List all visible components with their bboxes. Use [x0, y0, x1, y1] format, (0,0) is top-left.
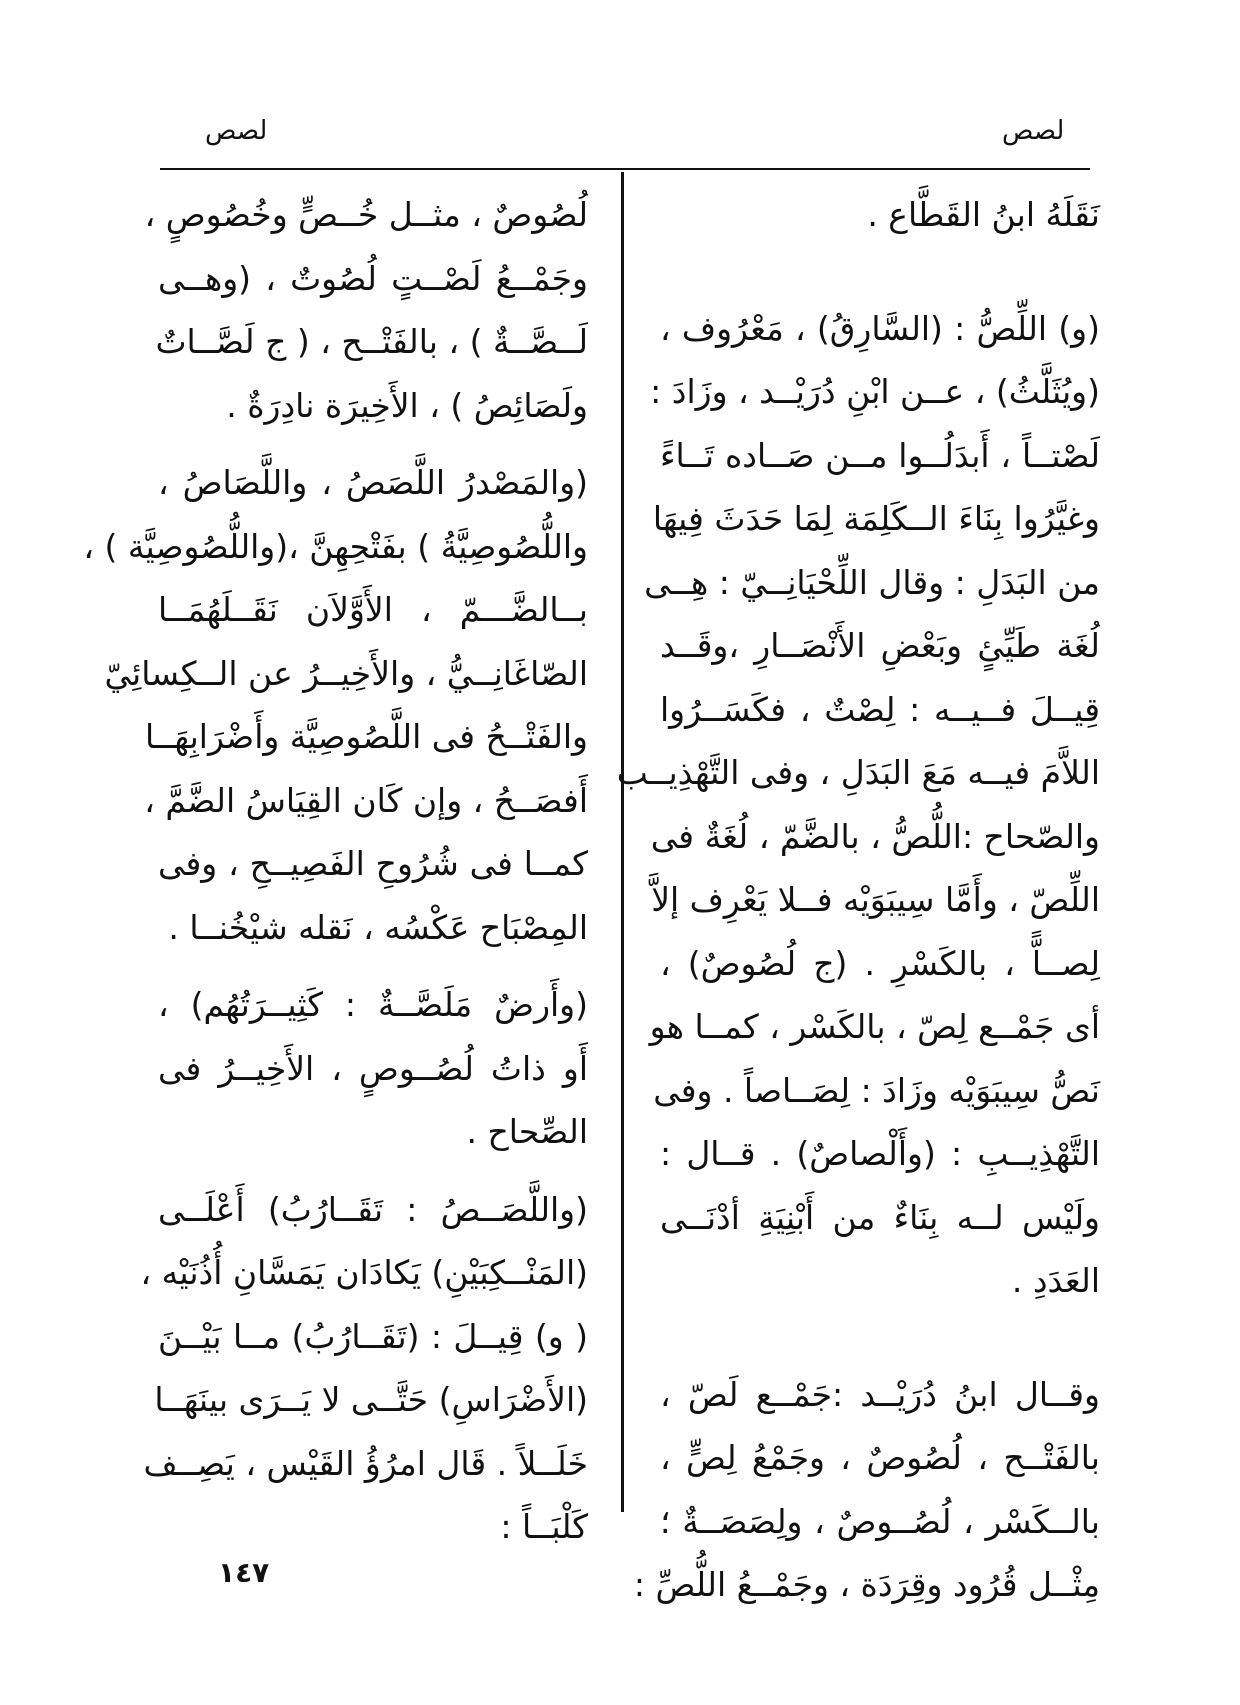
text-line: اللِّصّ ، وأَمَّا سِيبَوَيْه فــلا يَعْرِف إلاَّ — [651, 880, 1100, 919]
text-line: الصِّحاح . — [466, 1112, 588, 1151]
text-line: لِصــاًّ ، بالكَسْرِ . (ج لُصُوصٌ) ، — [660, 943, 1100, 983]
text-line: نَصُّ سِيبَوَيْه وزَادَ : لِصَــاصاً . وفى — [653, 1070, 1100, 1110]
text-line: (والمَصْدرُ اللَّصَصُ ، واللَّصَاصُ ، — [158, 463, 588, 502]
text-line: لَصْتــاً ، أَبدَلُــوا مــن صَــاده تَــاءً — [660, 435, 1100, 475]
text-line: أَفصَــحُ ، وإن كَان القِيَاسُ الضَّمَّ ، — [144, 780, 588, 820]
text-line: بالفَتْــح ، لُصُوصٌ ، وجَمْعُ لِصٍّ ، — [660, 1438, 1100, 1477]
text-line: وجَمْــعُ لَصْــتٍ لُصُوتٌ ، (وهــى — [158, 258, 588, 298]
text-line: ( و) قِيــلَ : (تَقَــارُبُ) مــا بَيْــنَ — [158, 1316, 588, 1356]
running-head-right: لصص — [1002, 116, 1065, 146]
text-line: والفَتْــحُ فى اللَّصُوصِيَّة وأَضْرَابِهَــا — [145, 717, 588, 756]
text-line: اللاَّمَ فيــه مَعَ البَدَلِ ، وفى التَّهْذِيــب — [616, 753, 1100, 792]
page-number: ١٤٧ — [218, 1556, 270, 1589]
text-line: بــالضَّـــمّ ، الأَوَّلاَن نَقَــلَهُمَــا — [158, 590, 588, 629]
text-line: وقــال ابنُ دُرَيْــد :جَمْــع لَصّ ، — [660, 1374, 1100, 1414]
text-line: والصّحاح :اللُّصُّ ، بالضَّمّ ، لُغَةٌ فى — [650, 816, 1100, 856]
text-line: ولَيْس لــه بِنَاءٌ من أَبْنِيَةِ أدْنَــى — [660, 1197, 1100, 1237]
text-line: أَو ذاتُ لُصُــوصٍ ، الأَخِيــرُ فى — [158, 1048, 588, 1088]
text-line: ولَصَائِصُ ) ، الأَخِيرَة نادِرَةٌ . — [226, 385, 588, 425]
text-line: (و) اللِّصُّ : (السَّارِقُ) ، مَعْرُوف ، — [660, 308, 1100, 348]
text-line: بالــكَسْر ، لُصُــوصٌ ، ولِصَصَــةٌ ؛ — [660, 1501, 1100, 1541]
text-line: من البَدَلِ : وقال اللِّحْيَانِــيّ : هِــى — [644, 562, 1100, 602]
text-line: (الأَضْرَاسِ) حَتَّــى لا يَــرَى بينَهَــا — [154, 1380, 588, 1419]
text-line: قِيــلَ فــيــه : لِصْتٌ ، فكَسَــرُوا — [660, 689, 1100, 729]
text-line: (المَنْــكِبَيْنِ) يَكادَان يَمَسَّانِ أُذُنَيْه ، — [140, 1253, 588, 1292]
right-column — [616, 183, 1100, 1617]
text-line: خَلَــلاً . قَال امرُؤُ القَيْس ، يَصِــف — [143, 1443, 588, 1483]
column-divider — [621, 172, 624, 1512]
text-line: لُغَة طَيِّئٍ وبَعْضِ الأَنْصَــارِ ،وقَــد — [660, 626, 1100, 665]
left-column — [83, 183, 588, 1559]
text-line: كمــا فى شُرُوحِ الفَصِيــحِ ، وفى — [158, 844, 588, 883]
text-line: مِثْــل قُرُود وقِرَدَة ، وجَمْــعُ اللُّصِّ : — [633, 1565, 1100, 1604]
text-line: المِصْبَاح عَكْسُه ، نَقله شيْخُنــا . — [168, 907, 588, 947]
text-line: نَقَلَهُ ابنُ القَطَّاع . — [867, 195, 1100, 234]
text-line: لُصُوصٌ ، مثــل خُــصٍّ وخُصُوصٍ ، — [144, 195, 588, 234]
text-line: كَلْبَــاً : — [500, 1507, 588, 1546]
text-line: (ويُثَلَّثُ) ، عــن ابْنِ دُرَيْــد ، وزَادَ : — [650, 372, 1100, 411]
text-line: لَــصَّــةٌ ) ، بالفَتْــح ، ( ج لَصَّــاتٌ — [155, 322, 588, 361]
text-line: (وأَرضٌ مَلَصَّــةٌ : كَثِيــرَتُهُم) ، — [158, 985, 588, 1024]
text-line: العَدَدِ . — [1011, 1261, 1100, 1300]
text-line: واللُّصُوصِيَّةُ ) بفَتْحِهِنَّ ،(واللُّصُوصِيَّة ) ، — [83, 526, 588, 566]
text-line: (واللَّصَــصُ : تَقَــارُبُ) أَعْلَــى — [158, 1189, 588, 1229]
text-line: الصّاغَانِــيُّ ، والأَخِيــرُ عن الــكِسائِيّ — [104, 653, 588, 693]
text-line: وغيَّرُوا بِنَاءَ الــكَلِمَة لِمَا حَدَثَ فِيهَا — [652, 499, 1100, 538]
text-line: التَّهْذِيــبِ : (وأَلْصاصٌ) . قــال : — [660, 1134, 1100, 1173]
header-rule — [160, 168, 1090, 170]
text-line: أى جَمْــع لِصّ ، بالكَسْر ، كمــا هو — [649, 1007, 1100, 1046]
running-head-left: لصص — [205, 116, 268, 146]
